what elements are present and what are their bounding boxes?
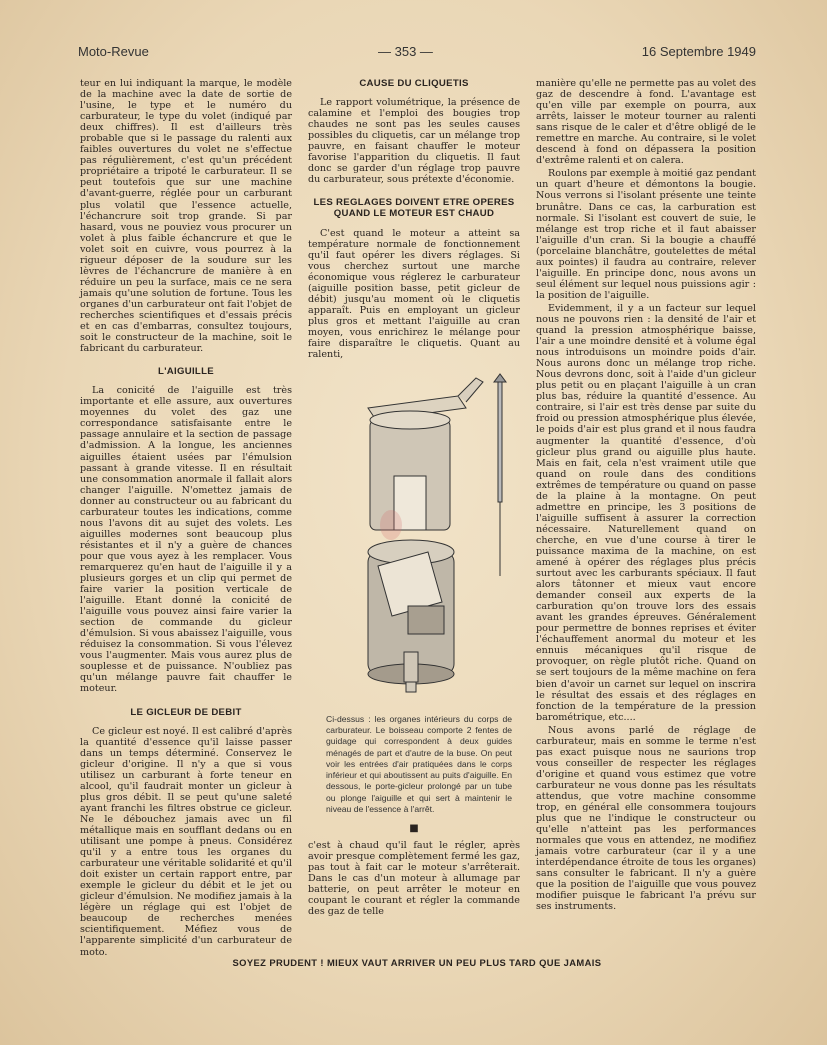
section-title-reglages: LES REGLAGES DOIVENT ETRE OPERES QUAND LE MOTEUR EST CHAUD — [313, 197, 515, 220]
aiguille-paragraph: La conicité de l'aiguille est très importante et elle assure, aux ouvertures moyennes du volet des gaz une correspondance satisfaisante entre le passage annulaire et la section de passage d'admission. A la longue, les anciennes aiguilles étaient usées par l'émulsion passant à grande vitesse. Il en résultait une consommation anormale il fallait alors changer l'aiguille. N'omettez jamais de donner au constructeur ou au fabricant du carburateur toutes les indications, comme nous l'avons dit au sujet des volets. Les aiguilles modernes sont beaucoup plus résistantes et il n'y a guère de chances pour que vous ayez à les remplacer. Vous remarquerez qu'en haut de l'aiguille il y a plusieurs gorges et un clip qui permet de faire varier la position verticale de l'aiguille. Etant donné la conicité de l'aiguille vous pouvez ainsi faire varier la section de commande du gicleur d'émulsion. Si vous abaissez l'aiguille, vous réduisez la consommation. Si vous l'élevez vous l'augmenter. Mais vous aurez plus de souplesse et de puissance. N'oubliez pas qu'un mélange pauvre fait chauffer le moteur. — [80, 385, 292, 695]
carburetor-parts-drawing — [308, 366, 520, 706]
section-title-gicleur: LE GICLEUR DE DEBIT — [130, 706, 242, 718]
stamp-mark — [380, 510, 402, 540]
chaud-paragraph: c'est à chaud qu'il faut le régler, après avoir presque complètement fermé les gaz, pas tout à fait car le moteur s'arrêterait. Dans le cas d'un moteur à allumage par batterie, on peut arrêter le moteur en coupant le courant et régler la commande des gaz de telle — [308, 839, 520, 918]
section-title-aiguille: L'AIGUILLE — [158, 366, 214, 378]
figure-caption: Ci-dessus : les organes intérieurs du corps de carburateur. Le boisseau comporte 2 fentes de guidage qui correspondent à deux guides ménagés de part et d'autre de la buse. On peut voir les entrées d'air pratiquées dans le corps inférieur et qui aboutissent au puits d'aiguille. En dessous, le porte-gicleur prolongé par un tube ou plonge l'aiguille et qui sert à maintenir le niveau de l'essence à l'arrêt. — [326, 714, 512, 814]
footer-slogan: SOYEZ PRUDENT ! MIEUX VAUT ARRIVER UN PEU PLUS TARD QUE JAMAIS — [232, 957, 602, 968]
gicleur-paragraph: Ce gicleur est noyé. Il est calibré d'après la quantité d'essence qu'il laisse passer dans un temps déterminé. Conservez le gicleur d'origine. Il n'y a que si vous utilisez un carburant à forte teneur en alcool, qu'il faudrait monter un gicleur à plus gros débit. Il se peut qu'une saleté ayant franchi les filtres obstrue ce gicleur. Ne le débouchez jamais avec un fil métallique mais en soufflant dedans ou en utilisant une pompe à pneus. Considérez qu'il y a entre tous les organes du carburateur une véritable solidarité et qu'il doit exister un certain rapport entre, par exemple le gicleur du débit et le jet ou gicleur d'émulsion. Ne modifiez jamais à la légère un réglage qui est l'objet de beaucoup de recherches menées scientifiquement. Méfiez vous de l'apparente simplicité d'un carburateur de moto. — [80, 725, 292, 958]
column-1 — [80, 78, 292, 960]
separator-square: ■ — [409, 822, 419, 834]
issue-date: 16 Septembre 1949 — [641, 44, 756, 59]
page-header — [78, 44, 756, 64]
magazine-title: Moto-Revue — [78, 44, 149, 59]
section-title-cliquetis: CAUSE DU CLIQUETIS — [359, 78, 469, 89]
col3-paragraph-2: Roulons par exemple à moitié gaz pendant un quart d'heure et démontons la bougie. Nous verrons si l'isolant présente une teinte brunâtre. Dans ce cas, la carburation est normale. Si l'isolant est couvert de suie, le mélange est trop riche et il faut abaisser l'aiguille d'un cran. Si la bougie a chauffé (porcelaine blanchâtre, goutelettes de métal aux pointes) il faudra au contraire, relever l'aiguille. En principe donc, nous avons un seul élément sur lequel nous puissions agir : la position de l'aiguille. — [536, 168, 756, 301]
column-3 — [536, 78, 756, 915]
reglages-paragraph: C'est quand le moteur a atteint sa température normale de fonctionnement qu'il faut opérer les divers réglages. Si vous cherchez surtout une marche économique vous réglerez le carburateur (aiguille position basse, petit gicleur de débit) jusqu'au moment où le cliquetis apparaît. Puis en employant un gicleur plus gros et mettant l'aiguille au cran moyen, vous enrichirez le mélange pour faire disparaître le cliquetis. Quant au ralenti, — [308, 227, 520, 361]
cliquetis-paragraph: Le rapport volumétrique, la présence de calamine et l'emploi des bougies trop chaudes ne sont pas les seules causes possibles du cliquetis, car un mélange trop pauvre, en faisant chauffer le moteur favorise l'apparition du cliquetis. Il faut donc se garder d'un réglage trop pauvre du carburateur, sous prétexte d'économie. — [308, 97, 520, 186]
col3-paragraph-4: Nous avons parlé de réglage de carburateur, mais en somme le terme n'est pas exact puisque nous ne saurions trop vous conseiller de respecter les réglages d'origine et quand vous estimez que votre carburateur ne vous donne pas les résultats attendus, que votre machine consomme trop, en général elle consommera toujours plus que ne l'indique le constructeur ou qu'elle n'atteint pas les performances normales que vous en attendez, ne modifiez jamais votre carburateur (car il y a une interdépendance étroite de tous les organes) sans consulter le fabricant. Il n'y a guère que la position de l'aiguille que vous pouvez modifier puisque le fabricant l'a prévu sur ses instruments. — [536, 724, 756, 913]
intro-paragraph: teur en lui indiquant la marque, le modèle de la machine avec la date de sortie de l'usine, le type et le numéro du carburateur, le type du volet (indiqué par deux chiffres). Il est d'ailleurs très probable que si le passage du ralenti aux faibles ouvertures du volet ne s'effectue pas régulièrement, c'est qu'un précédent propriétaire a tripoté le carburateur. Il se peut toutefois que sur une machine d'avant-guerre, réglée pour un carburant plus volatil que l'essence actuelle, l'échancrure soit trop grande. Si par hasard, vous ne pouviez vous procurer un volet à plus faible échancrure et que le volet soit en cuivre, vous pourrez à la rigueur déposer de la soudure sur les lèvres de l'échancrure de manière à en réduire un peu la surface, mais ce ne sera jamais qu'une solution de fortune. Tous les organes d'un carburateur ont fait l'objet de recherches scientifiques et d'essais précis et en cas d'embarras, consultez toujours, soit le constructeur de la machine, soit le fabricant du carburateur. — [80, 78, 292, 355]
column-2 — [308, 78, 520, 919]
col3-paragraph-3: Evidemment, il y a un facteur sur lequel nous ne pouvons rien : la densité de l'air et quand la pression atmosphérique baisse, l'air a une moindre densité et à volume égal nous introduisons un moindre poids d'air. Nous aurons donc un mélange trop riche. Nous devrons donc, soit à l'aide d'un gicleur plus petit ou en plaçant l'aiguille à un cran plus bas, réduire la quantité d'essence. Au contraire, si l'air est très dense par suite du froid ou pression atmosphérique plus élevée, le poids d'air est plus grand et il nous faudra augmenter la quantité d'essence, d'où gicleur plus grand ou aiguille plus haute. Mais en fait, cela n'est vraiment utile que quand on roule dans des conditions extrêmes de température ou quand on passe de la plaine à la montagne. On peut admettre en principe, les 3 positions de l'aiguille suffisent à assurer la correction nécessaire. Naturellement quand on cherche, en vue d'une course à tirer le puissance maxima de la machine, on est amené à opérer des réglages plus précis surtout avec les carburants spéciaux. Il faut alors tâtonner et mieux vaut encore demander conseil aux experts de la carburation qu'on trouve lors des essais avant les grandes épreuves. Généralement pour permettre de bonnes reprises et éviter l'échauffement anormal du moteur et les ennuis mécaniques qu'il risque de provoquer, on règle plutôt riche. Quand on se sert toujours de la même machine on fera bien d'avoir un carnet sur lequel on inscrira le résultat des essais et des réglages en fonction de la température de la pression barométrique, etc.... — [536, 302, 756, 723]
carburetor-illustration — [308, 366, 520, 706]
page-number: — 353 — — [378, 44, 433, 59]
col3-paragraph-1: manière qu'elle ne permette pas au volet des gaz de descendre à fond. L'avantage est qu'en ville par exemple on pourra, aux arrêts, laisser le moteur tourner au ralenti sans risque de le caler et d'être obligé de le remettre en marche. Au contraire, si le volet descend à fond on dépassera la position d'extrême ralenti et on calera. — [536, 78, 756, 167]
